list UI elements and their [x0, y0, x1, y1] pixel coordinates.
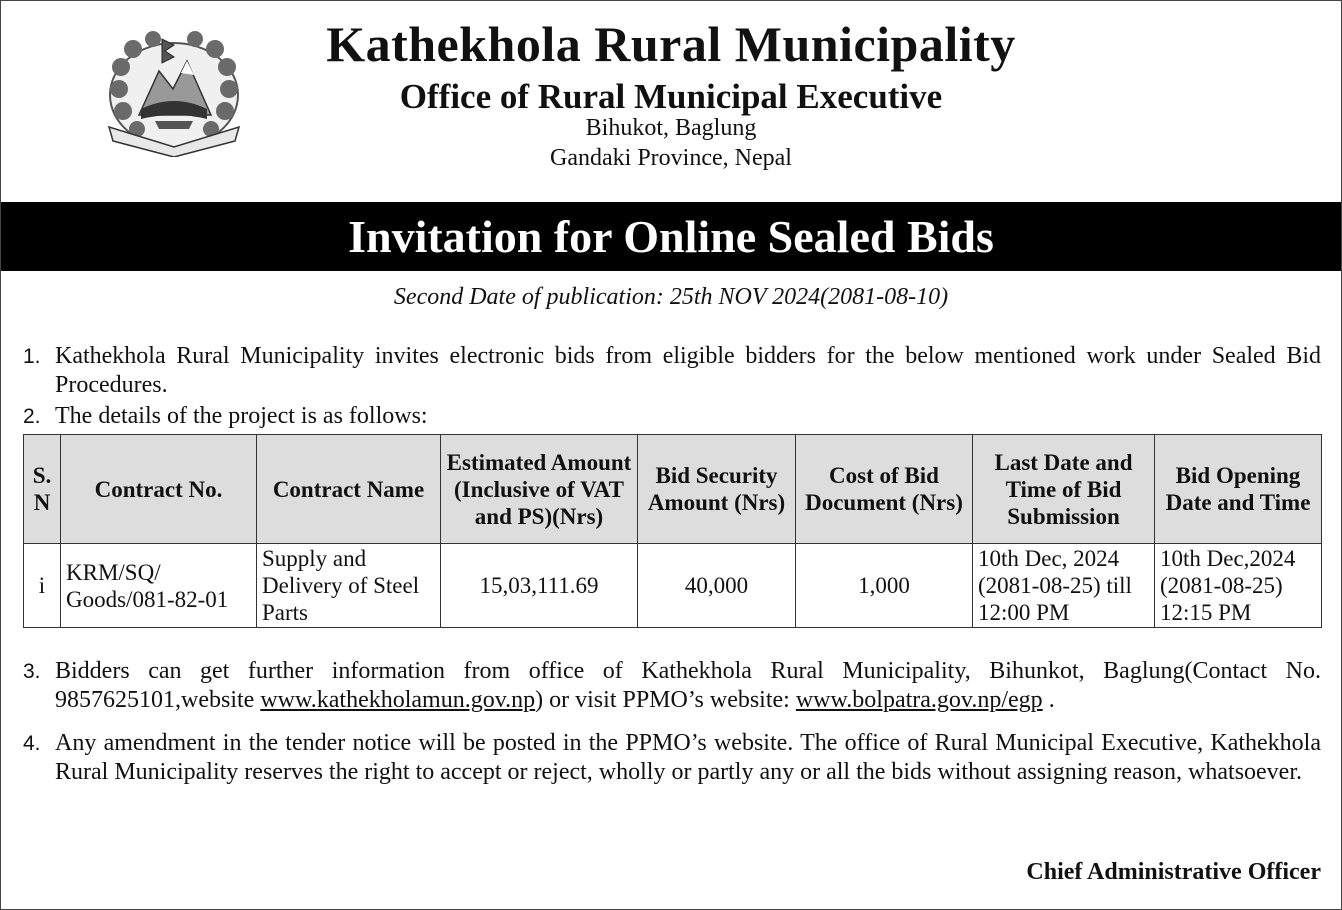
table-header-row — [24, 435, 1322, 544]
document-cost-cell: 1,000 — [796, 544, 973, 628]
column-header: S. N — [24, 435, 61, 544]
address-line-1: Bihukot, Baglung — [585, 115, 757, 141]
item-text-part: Bidders can get further information from office of Kathekhola Rural Municipality, Bihunkot, Baglung(Contact No. 9857625101,website — [55, 658, 1321, 713]
signatory: Chief Administrative Officer — [1026, 859, 1321, 885]
column-header: Contract Name — [257, 435, 441, 544]
contract-no-cell: KRM/SQ/ Goods/081-82-01 — [61, 544, 257, 628]
item-number: 1. — [23, 345, 41, 368]
submission-deadline-cell: 10th Dec, 2024 (2081-08-25) till 12:00 PM — [973, 544, 1155, 628]
column-header: Bid Opening Date and Time — [1155, 435, 1322, 544]
notice-banner: Invitation for Online Sealed Bids — [1, 202, 1341, 271]
municipality-title: Kathekhola Rural Municipality — [326, 16, 1016, 72]
column-header: Contract No. — [61, 435, 257, 544]
column-header: Bid Security Amount (Nrs) — [638, 435, 796, 544]
publication-date: Second Date of publication: 25th NOV 2024(2081-08-10) — [393, 284, 949, 310]
list-item — [23, 402, 1321, 431]
column-header: Cost of Bid Document (Nrs) — [796, 435, 973, 544]
address-line-2: Gandaki Province, Nepal — [550, 145, 792, 171]
item-text-part: ) or visit PPMO’s website: — [535, 687, 796, 713]
item-text: The details of the project is as follows: — [55, 403, 428, 429]
ppmo-website-link[interactable]: www.bolpatra.gov.np/egp — [795, 687, 1043, 713]
office-title: Office of Rural Municipal Executive — [399, 77, 943, 116]
item-text: Kathekhola Rural Municipality invites electronic bids from eligible bidders for the below mentioned work under Sealed Bid Procedures. — [55, 343, 1321, 398]
item-number: 3. — [23, 660, 41, 683]
bid-security-cell: 40,000 — [638, 544, 796, 628]
table-row — [24, 544, 1322, 628]
list-item — [23, 342, 1321, 400]
contract-name-cell: Supply and Delivery of Steel Parts — [257, 544, 441, 628]
item-number: 2. — [23, 405, 41, 428]
list-item — [23, 657, 1321, 715]
item-number: 4. — [23, 732, 41, 755]
column-header: Estimated Amount (Inclusive of VAT and PS)(Nrs) — [441, 435, 638, 544]
item-text-part: . — [1042, 687, 1055, 713]
column-header: Last Date and Time of Bid Submission — [973, 435, 1155, 544]
municipality-website-link[interactable]: www.kathekholamun.gov.np — [260, 687, 536, 713]
opening-time-cell: 10th Dec,2024 (2081-08-25) 12:15 PM — [1155, 544, 1322, 628]
serial-cell: i — [24, 544, 61, 628]
item-text — [55, 657, 1321, 715]
estimated-amount-cell: 15,03,111.69 — [441, 544, 638, 628]
bid-details-table — [23, 434, 1322, 628]
item-text: Any amendment in the tender notice will be posted in the PPMO’s website. The office of Rural Municipal Executive, Kathekhola Rural Municipality reserves the right to accept or reject, wholly or partly any or all the bids without assigning reason, whatsoever. — [55, 730, 1321, 785]
list-item — [23, 729, 1321, 787]
